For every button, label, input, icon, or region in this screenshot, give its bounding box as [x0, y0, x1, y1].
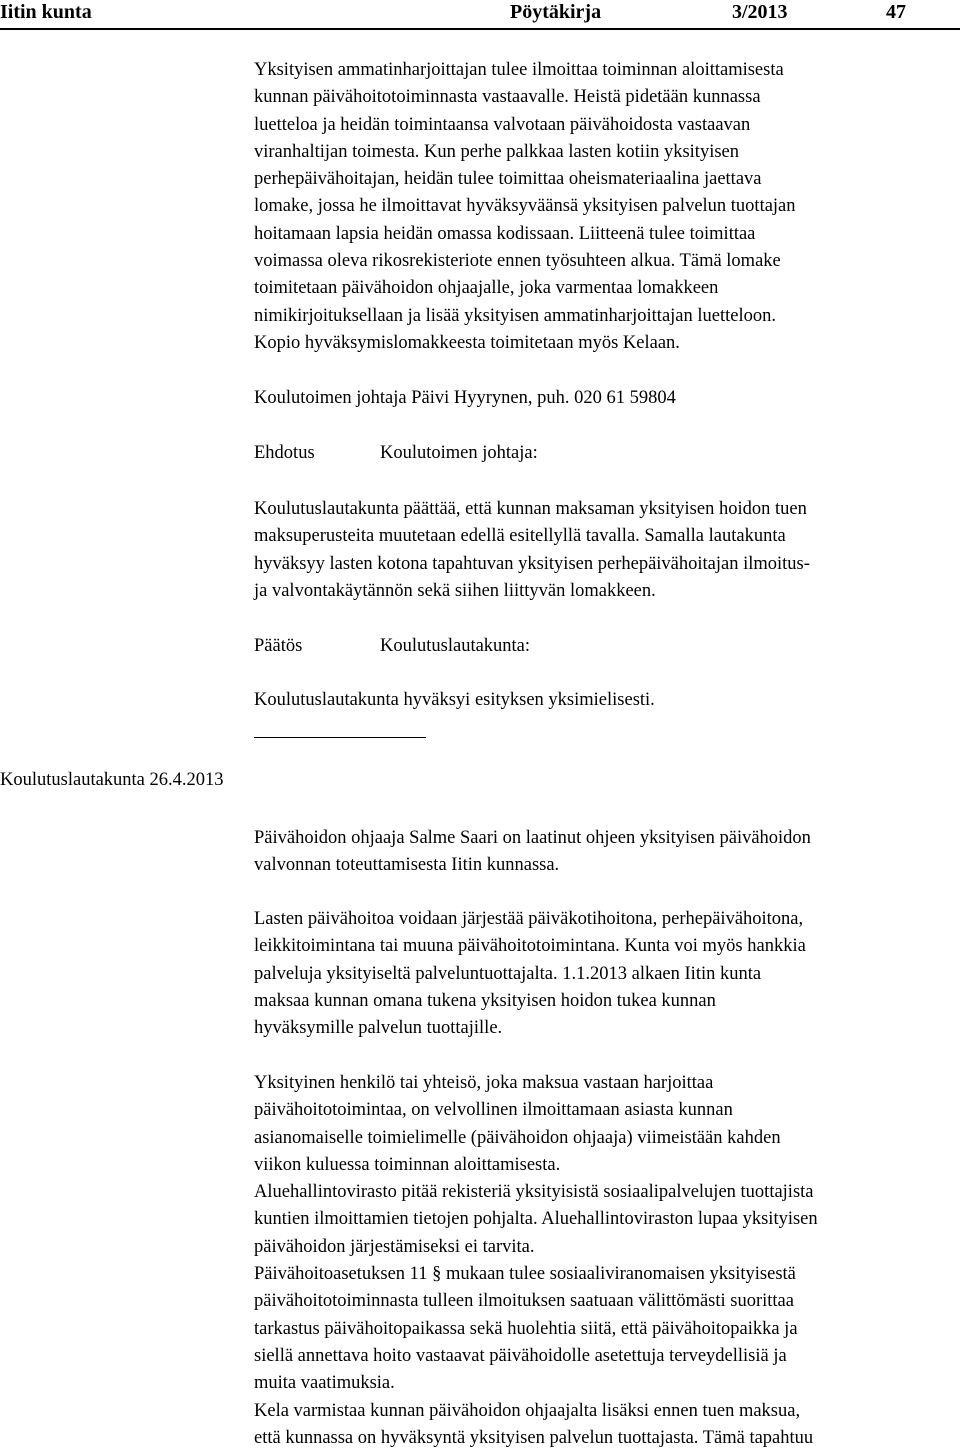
intro-line: Yksityisen ammatinharjoittajan tulee ilmoittaa toiminnan aloittamisesta — [254, 60, 784, 80]
section2_p3-line: siellä annettava hoito vastaavat päivähoidolle asetettuja terveydellisiä ja — [254, 1345, 787, 1366]
meeting-label: Koulutuslautakunta 26.4.2013 — [0, 770, 224, 790]
intro-line: toimitetaan päivähoidon ohjaajalle, joka varmentaa lomakkeen — [254, 278, 719, 299]
contact-line: Koulutoimen johtaja Päivi Hyyrynen, puh. 020 61 59804 — [254, 388, 676, 408]
proposal-presenter: Koulutoimen johtaja: — [380, 443, 538, 463]
intro-line: perhepäivähoitajan, heidän tulee toimittaa oheismateriaalina jaettava — [254, 169, 762, 190]
section2_p3-line: päivähoitotoimintaa, on velvollinen ilmoittamaan asiasta kunnan — [254, 1100, 733, 1121]
section2_p3-line: että kunnassa on hyväksyntä yksityisen palvelun tuottajasta. Tämä tapahtuu — [254, 1427, 814, 1448]
section2_p3-line: Kela varmistaa kunnan päivähoidon ohjaajalta lisäksi ennen tuen maksua, — [254, 1400, 801, 1421]
section2_p3-line: Yksityinen henkilö tai yhteisö, joka maksua vastaan harjoittaa — [254, 1073, 714, 1093]
section2_p3-line: päivähoidon järjestämiseksi ei tarvita. — [254, 1236, 535, 1257]
section2_p3-line: tarkastus päivähoitopaikassa sekä huolehtia siitä, että päivähoitopaikka ja — [254, 1318, 798, 1339]
intro-line: luetteloa ja heidän toimintaansa valvotaan päivähoidosta vastaavan — [254, 114, 751, 135]
intro-line: Kopio hyväksymislomakkeesta toimitetaan myös Kelaan. — [254, 332, 680, 353]
section2_p3-line: muita vaatimuksia. — [254, 1373, 395, 1394]
intro-line: voimassa oleva rikosrekisteriote ennen työsuhteen alkua. Tämä lomake — [254, 251, 781, 272]
section2_p3-line: päivähoitotoiminnasta tulleen ilmoituksen saatuaan välittömästi suorittaa — [254, 1291, 794, 1312]
intro-line: hoitamaan lapsia heidän omassa kodissaan. Liitteenä tulee toimittaa — [254, 223, 756, 244]
section2_p3-line: viikon kuluessa toiminnan aloittamisesta. — [254, 1154, 561, 1175]
proposal-text-line: maksuperusteita muutetaan edellä esitellyllä tavalla. Samalla lautakunta — [254, 526, 786, 547]
proposal-text-line: Koulutuslautakunta päättää, että kunnan maksaman yksityisen hoidon tuen — [254, 499, 807, 519]
section2_p1-line: valvonnan toteuttamisesta Iitin kunnassa. — [254, 855, 560, 876]
proposal-text — [254, 496, 810, 605]
section2_p3-line: asianomaiselle toimielimelle (päivähoidon ohjaaja) viimeistään kahden — [254, 1127, 781, 1148]
section2-paragraph-3 — [254, 1070, 818, 1452]
section2_p2-line: palveluja yksityiseltä palveluntuottajalta. 1.1.2013 alkaen Iitin kunta — [254, 963, 762, 984]
section2_p2-line: leikkitoimintana tai muuna päivähoitotoimintana. Kunta voi myös hankkia — [254, 936, 806, 957]
municipality-name: Iitin kunta — [0, 1, 92, 23]
document-type: Pöytäkirja — [510, 1, 602, 23]
intro-line: viranhaltijan toimesta. Kun perhe palkkaa lasten kotiin yksityisen — [254, 141, 739, 162]
section2_p2-line: Lasten päivähoitoa voidaan järjestää päiväkotihoitona, perhepäivähoitona, — [254, 909, 804, 929]
header-rule — [0, 28, 960, 30]
section2_p2-line: hyväksymille palvelun tuottajille. — [254, 1018, 503, 1039]
section2_p3-line: Päivähoitoasetuksen 11 § mukaan tulee sosiaaliviranomaisen yksityisestä — [254, 1264, 796, 1285]
section2-paragraph-2 — [254, 906, 806, 1042]
decision-label: Päätös — [254, 636, 303, 656]
section2_p3-line: Aluehallintovirasto pitää rekisteriä yksityisistä sosiaalipalvelujen tuottajista — [254, 1182, 814, 1203]
section2_p2-line: maksaa kunnan omana tukena yksityisen hoidon tukea kunnan — [254, 990, 716, 1011]
intro-paragraph — [254, 57, 796, 357]
intro-line: lomake, jossa he ilmoittavat hyväksyväänsä yksityisen palvelun tuottajan — [254, 196, 796, 217]
intro-line: nimikirjoituksellaan ja lisää yksityisen ammatinharjoittajan luetteloon. — [254, 305, 776, 326]
section2_p3-line: kuntien ilmoittamien tietojen pohjalta. Aluehallintoviraston lupaa yksityisen — [254, 1209, 818, 1230]
proposal-label: Ehdotus — [254, 443, 315, 463]
page-number: 47 — [886, 1, 906, 23]
decision-body: Koulutuslautakunta: — [380, 636, 531, 656]
intro-line: kunnan päivähoitotoiminnasta vastaavalle. Heistä pidetään kunnassa — [254, 87, 761, 108]
proposal-text-line: ja valvontakäytännön sekä siihen liittyvän lomakkeen. — [254, 580, 656, 601]
section2-paragraph-1 — [254, 825, 811, 880]
proposal-text-line: hyväksyy lasten kotona tapahtuvan yksityisen perhepäivähoitajan ilmoitus- — [254, 553, 810, 574]
decision-text: Koulutuslautakunta hyväksyi esityksen yksimielisesti. — [254, 690, 655, 710]
issue-number: 3/2013 — [732, 1, 788, 23]
signature-rule — [254, 737, 426, 738]
section2_p1-line: Päivähoidon ohjaaja Salme Saari on laatinut ohjeen yksityisen päivähoidon — [254, 828, 811, 848]
